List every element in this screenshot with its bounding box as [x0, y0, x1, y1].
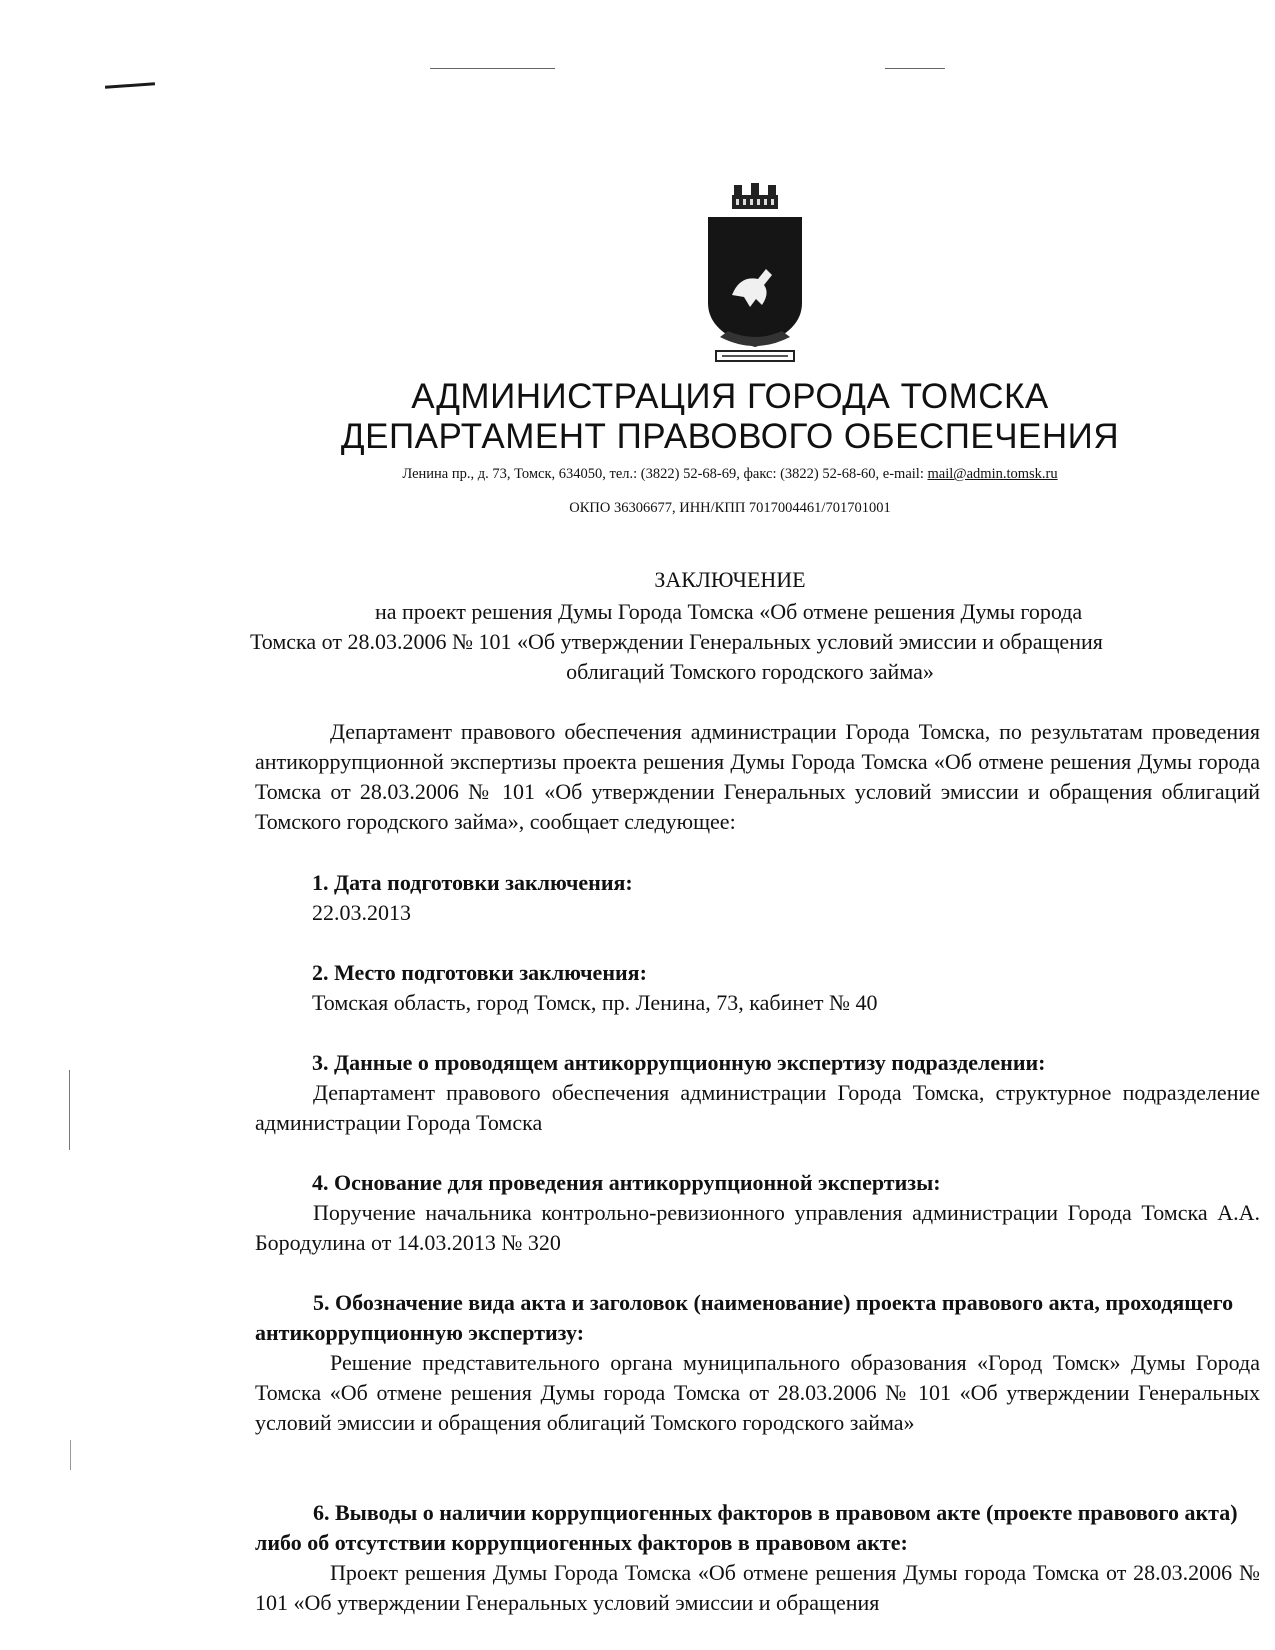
scan-artifact-line: [885, 68, 945, 69]
intro-paragraph: Департамент правового обеспечения администрации Города Томска, по результатам проведения антикоррупционной экспертизы проекта решения Думы Города Томска «Об отмене решения Думы города Томска от 28.03.2006 № 101 «Об утверждении Генеральных условий эмиссии и обращения облигаций Томского городского займа», сообщает следующее:: [255, 719, 1260, 834]
section-2-body: Томская область, город Томск, пр. Ленина, 73, кабинет № 40: [312, 990, 878, 1015]
section-1-heading: 1. Дата подготовки заключения:: [312, 870, 633, 895]
section-3-heading: 3. Данные о проводящем антикоррупционную экспертизу подразделении:: [312, 1050, 1046, 1075]
org-name-line1: АДМИНИСТРАЦИЯ ГОРОДА ТОМСКА: [411, 377, 1049, 416]
subject-line-2: Томска от 28.03.2006 № 101 «Об утверждении Генеральных условий эмиссии и обращения: [250, 629, 1103, 654]
coat-of-arms-emblem: [700, 183, 810, 373]
document-title: ЗАКЛЮЧЕНИЕ: [654, 567, 806, 592]
section-4-heading: 4. Основание для проведения антикоррупционной экспертизы:: [312, 1170, 941, 1195]
section-5-body: Решение представительного органа муниципального образования «Город Томск» Думы Города Томска «Об отмене решения Думы города Томска от 28.03.2006 № 101 «Об утверждении Генеральных условий эмиссии и обращения облигаций Томского городского займа»: [255, 1350, 1260, 1435]
subject-line-1: на проект решения Думы Города Томска «Об отмене решения Думы города: [375, 599, 1083, 624]
org-name-line2: ДЕПАРТАМЕНТ ПРАВОВОГО ОБЕСПЕЧЕНИЯ: [340, 417, 1120, 456]
section-1-body: 22.03.2013: [312, 900, 411, 925]
registration-codes: ОКПО 36306677, ИНН/КПП 7017004461/701701001: [569, 500, 891, 516]
section-6-heading: 6. Выводы о наличии коррупциогенных факторов в правовом акте (проекте правового акта) либо об отсутствии коррупциогенных факторов в правовом акте:: [255, 1500, 1238, 1555]
document-subject: [250, 597, 1250, 687]
section-2-heading: 2. Место подготовки заключения:: [312, 960, 647, 985]
contact-address: Ленина пр., д. 73, Томск, 634050, тел.: (3822) 52-68-69, факс: (3822) 52-68-60, e-mail:: [402, 466, 928, 482]
scan-artifact-mark: [105, 82, 155, 88]
section-6-body: Проект решения Думы Города Томска «Об отмене решения Думы города Томска от 28.03.2006 № 101 «Об утверждении Генеральных условий эмиссии и обращения: [255, 1560, 1260, 1615]
scan-artifact-vertical: [70, 1440, 71, 1470]
section-5-heading: 5. Обозначение вида акта и заголовок (наименование) проекта правового акта, проходящего антикоррупционную экспертизу:: [255, 1290, 1234, 1345]
subject-line-3: облигаций Томского городского займа»: [566, 659, 934, 684]
section-3-body: Департамент правового обеспечения администрации Города Томска, структурное подразделение администрации Города Томска: [255, 1080, 1260, 1135]
scan-artifact-vertical: [69, 1070, 70, 1150]
scan-artifact-line: [430, 68, 555, 69]
section-4-body: Поручение начальника контрольно-ревизионного управления администрации Города Томска А.А. Бородулина от 14.03.2013 № 320: [255, 1200, 1260, 1255]
contact-email-link[interactable]: mail@admin.tomsk.ru: [927, 466, 1058, 482]
contact-line: [250, 466, 1210, 483]
